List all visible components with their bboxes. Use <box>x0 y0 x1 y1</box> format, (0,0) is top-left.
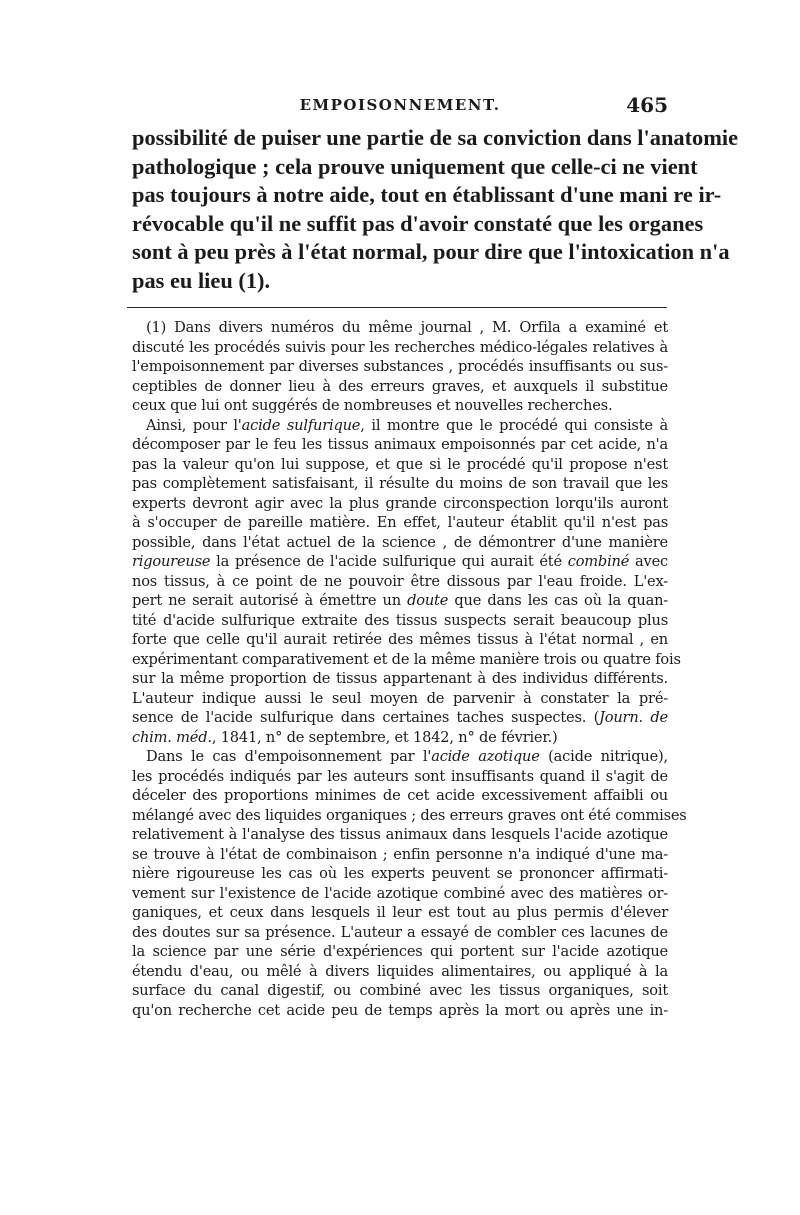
text-run: Ainsi, pour l' <box>146 416 242 434</box>
footnote-line: nière rigoureuse les cas où les experts peuvent se prononcer affirmati- <box>132 865 668 882</box>
footnote-line: étendu d'eau, ou mêlé à divers liquides alimentaires, ou appliqué à la <box>132 962 668 980</box>
footnote <box>132 318 687 1020</box>
footnote-line: sur la même proportion de tissus appartenant à des individus différents. <box>132 670 668 687</box>
footnote-separator <box>127 307 667 308</box>
main-line: pathologique ; cela prouve uniquement que celle-ci ne vient <box>132 153 698 179</box>
footnote-line: ganiques, et ceux dans lesquels il leur est tout au plus permis d'élever <box>132 904 668 921</box>
text-run: (acide nitrique), <box>539 748 668 765</box>
footnote-line: pas la valeur qu'on lui suppose, et que si le procédé qu'il propose n'est <box>132 455 668 473</box>
text-run: Dans le cas d'empoisonnement par l' <box>146 748 432 765</box>
footnote-line <box>132 728 668 748</box>
footnote-line: pas complètement satisfaisant, il résulte du moins de son travail que les <box>132 475 668 492</box>
footnote-line: L'auteur indique aussi le seul moyen de parvenir à constater la pré- <box>132 689 668 707</box>
footnote-line: surface du canal digestif, ou combiné avec les tissus organiques, soit <box>132 982 668 999</box>
footnote-line: l'empoisonnement par diverses substances , procédés insuffisants ou sus- <box>132 358 668 375</box>
italic-term: acide sulfurique <box>241 416 361 434</box>
footnote-line: nos tissus, à ce point de ne pouvoir être dissous par l'eau froide. L'ex- <box>132 572 668 590</box>
footnote-line: déceler des proportions minimes de cet acide excessivement affaibli ou <box>132 787 668 804</box>
footnote-line: possible, dans l'état actuel de la science , de démontrer d'une manière <box>132 533 668 551</box>
italic-term: acide azotique <box>431 748 540 765</box>
footnote-line: relativement à l'analyse des tissus animaux dans lesquels l'acide azotique <box>132 826 668 843</box>
footnote-line: des doutes sur sa présence. L'auteur a essayé de combler ces lacunes de <box>132 923 668 941</box>
footnote-line <box>132 591 668 611</box>
main-line: pas eu lieu (1). <box>132 267 271 293</box>
footnote-line: ceux que lui ont suggérés de nombreuses et nouvelles recherches. <box>132 397 613 414</box>
footnote-line: discuté les procédés suivis pour les recherches médico-légales relatives à <box>132 338 668 356</box>
footnote-line: experts devront agir avec la plus grande circonspection lorqu'ils auront <box>132 494 668 512</box>
footnote-line: les procédés indiqués par les auteurs sont insuffisants quand il s'agit de <box>132 767 668 785</box>
footnote-line: vement sur l'existence de l'acide azotique combiné avec des matières or- <box>132 884 668 902</box>
text-run: , 1841, n° de septembre, et 1842, n° de février.) <box>211 728 558 746</box>
text-run: pert ne serait autorisé à émettre un <box>132 592 408 609</box>
main-line: possibilité de puiser une partie de sa conviction dans l'anatomie <box>132 125 739 150</box>
text-run: sence de l'acide sulfurique dans certaines taches suspectes. ( <box>132 709 600 726</box>
page-header <box>132 93 668 122</box>
footnote-line: (1) Dans divers numéros du même journal , M. Orfila a examiné et <box>146 319 668 336</box>
footnote-line: la science par une série d'expériences qui portent sur l'acide azotique <box>132 943 668 960</box>
footnote-line: qu'on recherche cet acide peu de temps après la mort ou après une in- <box>132 1001 668 1019</box>
italic-term: combiné <box>567 553 630 570</box>
italic-term: rigoureuse <box>132 553 211 570</box>
footnote-line: forte que celle qu'il aurait retirée des mêmes tissus à l'état normal , en <box>132 631 668 648</box>
main-paragraph <box>132 124 739 296</box>
main-line: révocable qu'il ne suffit pas d'avoir constaté que les organes <box>132 210 704 236</box>
main-line: sont à peu près à l'état normal, pour dire que l'intoxication n'a <box>132 239 730 265</box>
text-run: la présence de l'acide sulfurique qui aurait été <box>210 553 568 570</box>
running-title: EMPOISONNEMENT. <box>299 96 501 114</box>
footnote-line <box>132 708 668 728</box>
footnote-line: à s'occuper de pareille matière. En effet, l'auteur établit qu'il n'est pas <box>132 514 668 531</box>
footnote-line: tité d'acide sulfurique extraite des tissus suspects serait beaucoup plus <box>132 611 668 629</box>
italic-term: Journ. de <box>599 709 668 726</box>
text-run: , il montre que le procédé qui consiste à <box>360 416 669 434</box>
text-run: avec <box>629 553 668 570</box>
footnote-line <box>132 747 668 767</box>
text-run: que dans les cas où la quan- <box>448 592 669 609</box>
main-line: pas toujours à notre aide, tout en établissant d'une mani re ir- <box>132 182 722 208</box>
footnote-line <box>132 552 668 572</box>
page-number: 465 <box>626 93 668 117</box>
footnote-line: mélangé avec des liquides organiques ; des erreurs graves ont été commises <box>132 806 687 824</box>
footnote-line: décomposer par le feu les tissus animaux empoisonnés par cet acide, n'a <box>132 436 668 453</box>
footnote-line <box>132 416 668 436</box>
footnote-line: se trouve à l'état de combinaison ; enfin personne n'a indiqué d'une ma- <box>132 845 668 863</box>
footnote-line: ceptibles de donner lieu à des erreurs graves, et auxquels il substitue <box>132 377 668 395</box>
italic-term: doute <box>407 592 449 609</box>
italic-term: chim. méd. <box>132 728 212 746</box>
footnote-line: expérimentant comparativement et de la même manière trois ou quatre fois <box>132 650 681 668</box>
